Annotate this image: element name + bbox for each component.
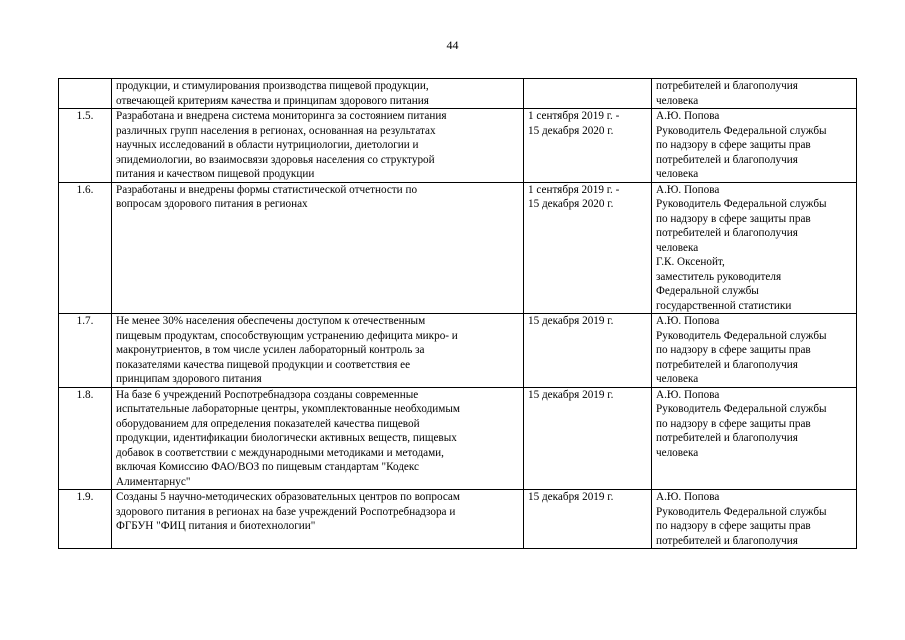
table-row <box>59 182 857 314</box>
measure-description-line: продукции, идентификации биологически активных веществ, пищевых <box>116 432 457 444</box>
measure-description-line: Алиментарнус" <box>116 475 191 488</box>
responsible-line: потребителей и благополучия <box>656 358 798 371</box>
measure-description-line: продукции, и стимулирования производства пищевой продукции, <box>116 80 429 92</box>
row-number <box>59 79 112 109</box>
deadline-cell <box>524 109 652 183</box>
deadline-line: 15 декабря 2019 г. <box>528 388 614 401</box>
deadline-line: 1 сентября 2019 г. - <box>528 183 620 196</box>
responsible-line: А.Ю. Попова <box>656 388 720 401</box>
responsible-line: потребителей и благополучия <box>656 153 798 166</box>
responsible-line: Г.К. Оксенойт, <box>656 256 725 268</box>
measure-description-line: научных исследований в области нутрициологии, диетологии и <box>116 139 419 151</box>
measure-description-line: ФГБУН "ФИЦ питания и биотехнологии" <box>116 520 316 532</box>
measure-description-line: здорового питания в регионах на базе учреждений Роспотребнадзора и <box>116 505 456 518</box>
measure-description-cell <box>112 109 524 183</box>
responsible-line: человека <box>656 168 699 180</box>
measure-description-cell <box>112 387 524 490</box>
responsible-cell <box>652 387 857 490</box>
responsible-line: человека <box>656 241 699 254</box>
responsible-line: Руководитель Федеральной службы <box>656 124 827 137</box>
deadline-cell <box>524 490 652 549</box>
responsible-line: человека <box>656 373 699 385</box>
row-number: 1.9. <box>59 490 112 549</box>
responsible-line: государственной статистики <box>656 299 792 312</box>
deadline-line: 1 сентября 2019 г. - <box>528 110 620 122</box>
measure-description-line: испытательные лабораторные центры, укомплектованные необходимым <box>116 403 460 415</box>
responsible-cell <box>652 109 857 183</box>
deadline-line: 15 декабря 2019 г. <box>528 315 614 327</box>
responsible-line: потребителей и благополучия <box>656 80 798 92</box>
table-row <box>59 109 857 183</box>
deadline-cell <box>524 387 652 490</box>
responsible-line: по надзору в сфере защиты прав <box>656 139 811 151</box>
measures-table <box>58 78 857 549</box>
measure-description-line: включая Комиссию ФАО/ВОЗ по пищевым стандартам "Кодекс <box>116 461 420 473</box>
responsible-line: Руководитель Федеральной службы <box>656 505 827 518</box>
responsible-cell <box>652 314 857 388</box>
measure-description-line: оборудованием для определения показателей качества пищевой <box>116 417 420 430</box>
responsible-line: человека <box>656 446 699 459</box>
deadline-line: 15 декабря 2019 г. <box>528 491 614 503</box>
measure-description-line: Разработаны и внедрены формы статистической отчетности по <box>116 183 418 196</box>
responsible-line: потребителей и благополучия <box>656 227 798 239</box>
table-row <box>59 387 857 490</box>
deadline-cell <box>524 182 652 314</box>
responsible-line: потребителей и благополучия <box>656 432 798 444</box>
row-number: 1.8. <box>59 387 112 490</box>
responsible-line: А.Ю. Попова <box>656 110 720 122</box>
measure-description-line: макронутриентов, в том числе усилен лабораторный контроль за <box>116 344 425 356</box>
measure-description-cell <box>112 490 524 549</box>
table-row <box>59 314 857 388</box>
responsible-line: по надзору в сфере защиты прав <box>656 212 811 225</box>
responsible-line: потребителей и благополучия <box>656 534 798 547</box>
deadline-line: 15 декабря 2020 г. <box>528 198 614 210</box>
measure-description-cell <box>112 79 524 109</box>
deadline-line: 15 декабря 2020 г. <box>528 124 614 137</box>
measure-description-cell <box>112 182 524 314</box>
deadline-cell <box>524 79 652 109</box>
responsible-line: Руководитель Федеральной службы <box>656 329 827 342</box>
measure-description-line: Не менее 30% населения обеспечены доступом к отечественным <box>116 315 426 327</box>
measure-description-line: питания и качеством пищевой продукции <box>116 168 315 180</box>
responsible-cell <box>652 182 857 314</box>
deadline-cell <box>524 314 652 388</box>
row-number: 1.5. <box>59 109 112 183</box>
measure-description-cell <box>112 314 524 388</box>
responsible-line: А.Ю. Попова <box>656 315 720 327</box>
measure-description-line: вопросам здорового питания в регионах <box>116 198 308 210</box>
responsible-cell <box>652 490 857 549</box>
responsible-line: А.Ю. Попова <box>656 491 720 503</box>
measure-description-line: Разработана и внедрена система мониторинга за состоянием питания <box>116 110 447 122</box>
table-row <box>59 490 857 549</box>
row-number: 1.6. <box>59 182 112 314</box>
measure-description-line: принципам здорового питания <box>116 373 262 385</box>
measure-description-line: пищевым продуктам, способствующим устранению дефицита микро- и <box>116 329 458 342</box>
responsible-line: по надзору в сфере защиты прав <box>656 344 811 356</box>
measure-description-line: показателями качества пищевой продукции и соответствия ее <box>116 358 411 371</box>
measure-description-line: На базе 6 учреждений Роспотребнадзора созданы современные <box>116 388 419 401</box>
responsible-line: по надзору в сфере защиты прав <box>656 520 811 532</box>
measure-description-line: различных групп населения в регионах, основанная на результатах <box>116 124 436 137</box>
page-number: 44 <box>446 38 459 52</box>
responsible-line: Руководитель Федеральной службы <box>656 403 827 415</box>
responsible-line: заместитель руководителя <box>656 270 782 283</box>
table-row <box>59 79 857 109</box>
row-number: 1.7. <box>59 314 112 388</box>
responsible-line: Федеральной службы <box>656 285 759 297</box>
measure-description-line: эпидемиологии, во взаимосвязи здоровья населения со структурой <box>116 153 435 166</box>
responsible-line: Руководитель Федеральной службы <box>656 198 827 210</box>
measure-description-line: Созданы 5 научно-методических образовательных центров по вопросам <box>116 491 460 503</box>
responsible-line: человека <box>656 94 699 107</box>
measure-description-line: отвечающей критериям качества и принципам здорового питания <box>116 94 429 107</box>
responsible-line: по надзору в сфере защиты прав <box>656 417 811 430</box>
responsible-cell <box>652 79 857 109</box>
measure-description-line: добавок в соответствии с международными методиками и методами, <box>116 446 444 459</box>
responsible-line: А.Ю. Попова <box>656 183 720 196</box>
